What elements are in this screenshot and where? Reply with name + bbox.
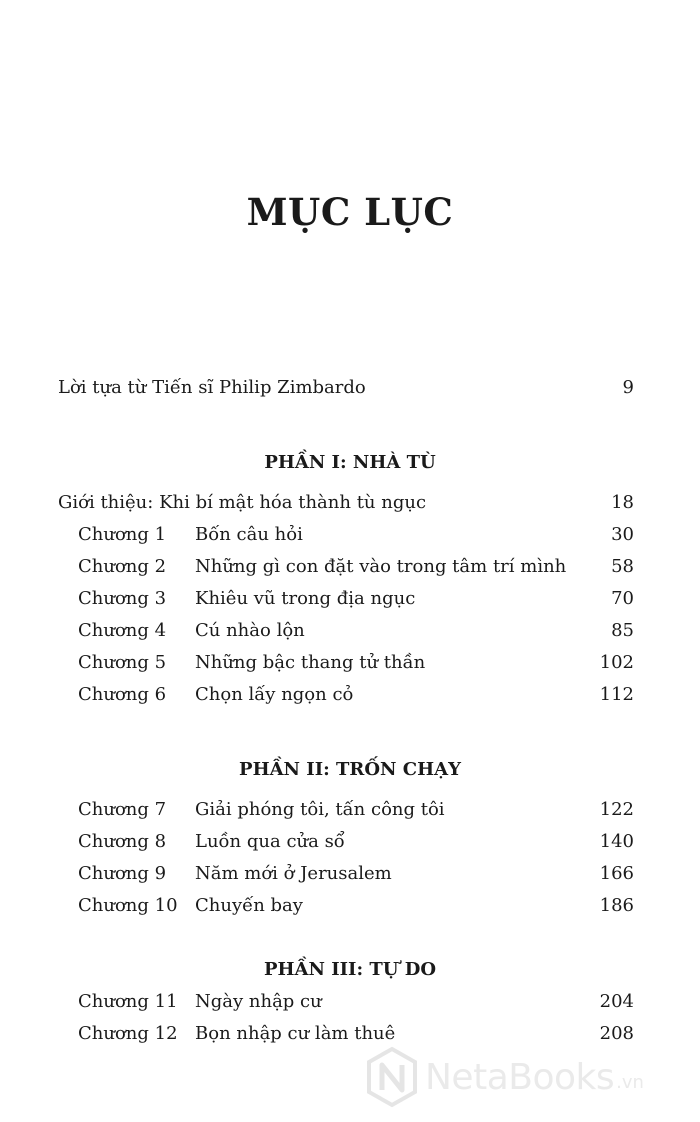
part-heading-1: PHẦN I: NHÀ TÙ bbox=[264, 452, 436, 473]
entry-page: 85 bbox=[611, 620, 634, 641]
part-heading-3: PHẦN III: TỰ DO bbox=[263, 959, 437, 980]
chapter-title: Khiêu vũ trong địa ngục bbox=[195, 588, 416, 609]
toc-entry-chapter-3 bbox=[0, 584, 700, 614]
toc-entry-chapter-6 bbox=[0, 680, 700, 710]
chapter-title: Năm mới ở Jerusalem bbox=[195, 863, 392, 884]
chapter-title: Luồn qua cửa sổ bbox=[195, 831, 345, 852]
entry-title: Lời tựa từ Tiến sĩ Philip Zimbardo bbox=[58, 377, 366, 398]
entry-page: 140 bbox=[599, 831, 634, 852]
entry-page: 70 bbox=[611, 588, 634, 609]
chapter-title: Bốn câu hỏi bbox=[195, 524, 303, 545]
entry-title: Giới thiệu: Khi bí mật hóa thành tù ngục bbox=[58, 492, 427, 513]
toc-entry-chapter-10 bbox=[0, 891, 700, 921]
chapter-title: Chọn lấy ngọn cỏ bbox=[195, 684, 354, 705]
toc-entry-chapter-1 bbox=[0, 520, 700, 550]
chapter-label: Chương 12 bbox=[78, 1023, 178, 1044]
toc-entry-preface bbox=[0, 373, 700, 403]
toc-entry-chapter-8 bbox=[0, 827, 700, 857]
chapter-label: Chương 6 bbox=[78, 684, 167, 705]
chapter-title: Chuyến bay bbox=[195, 895, 303, 916]
entry-page: 186 bbox=[599, 895, 634, 916]
entry-page: 122 bbox=[599, 799, 634, 820]
netabooks-watermark bbox=[365, 1045, 644, 1109]
chapter-label: Chương 10 bbox=[78, 895, 178, 916]
chapter-title: Những bậc thang tử thần bbox=[195, 652, 426, 673]
chapter-label: Chương 5 bbox=[78, 652, 167, 673]
toc-entry-chapter-2 bbox=[0, 552, 700, 582]
chapter-label: Chương 8 bbox=[78, 831, 167, 852]
chapter-title: Giải phóng tôi, tấn công tôi bbox=[195, 799, 445, 820]
chapter-title: Cú nhào lộn bbox=[195, 620, 305, 641]
entry-page: 208 bbox=[599, 1023, 634, 1044]
chapter-label: Chương 7 bbox=[78, 799, 167, 820]
entry-page: 9 bbox=[622, 377, 634, 398]
toc-entry-chapter-4 bbox=[0, 616, 700, 646]
chapter-label: Chương 11 bbox=[78, 991, 178, 1012]
entry-page: 30 bbox=[611, 524, 634, 545]
chapter-label: Chương 4 bbox=[78, 620, 167, 641]
chapter-title: Ngày nhập cư bbox=[195, 991, 322, 1012]
chapter-label: Chương 1 bbox=[78, 524, 167, 545]
watermark-brand: NetaBooks bbox=[425, 1056, 615, 1098]
toc-entry-chapter-7 bbox=[0, 795, 700, 825]
entry-page: 112 bbox=[599, 684, 634, 705]
chapter-title: Bọn nhập cư làm thuê bbox=[195, 1023, 396, 1044]
entry-page: 58 bbox=[611, 556, 634, 577]
part-heading-2: PHẦN II: TRỐN CHẠY bbox=[239, 759, 461, 780]
chapter-label: Chương 2 bbox=[78, 556, 167, 577]
entry-page: 102 bbox=[599, 652, 634, 673]
page-title: MỤC LỤC bbox=[246, 190, 454, 234]
toc-entry-chapter-9 bbox=[0, 859, 700, 889]
entry-page: 18 bbox=[611, 492, 634, 513]
entry-page: 204 bbox=[599, 991, 634, 1012]
chapter-label: Chương 9 bbox=[78, 863, 167, 884]
watermark-suffix: .vn bbox=[616, 1071, 644, 1093]
entry-page: 166 bbox=[599, 863, 634, 884]
toc-entry-chapter-11 bbox=[0, 987, 700, 1017]
toc-entry-intro bbox=[0, 488, 700, 518]
toc-entry-chapter-5 bbox=[0, 648, 700, 678]
chapter-title: Những gì con đặt vào trong tâm trí mình bbox=[195, 556, 567, 577]
netabooks-logo-icon bbox=[365, 1046, 419, 1108]
chapter-label: Chương 3 bbox=[78, 588, 167, 609]
